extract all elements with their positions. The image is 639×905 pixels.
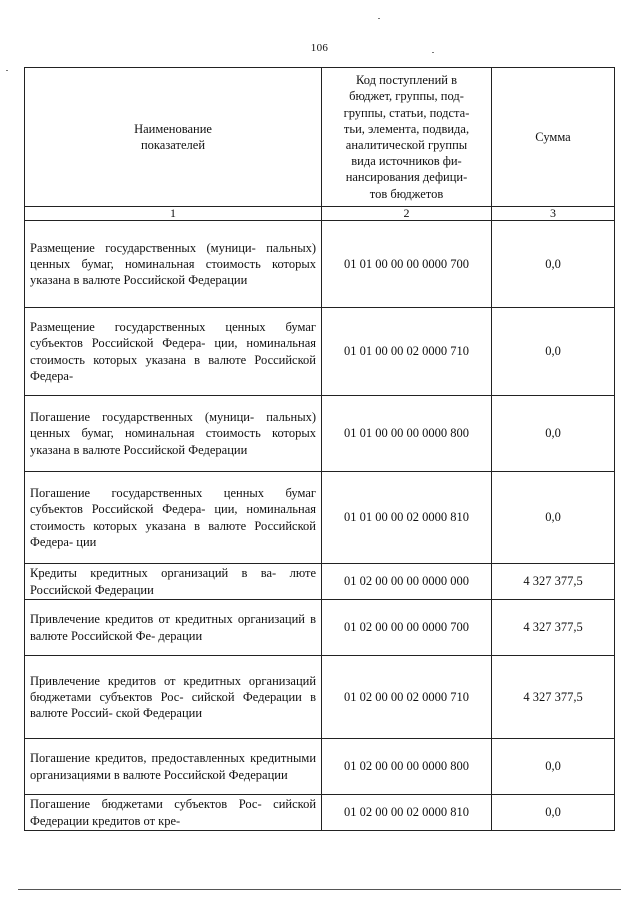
header-name-cell xyxy=(25,68,322,207)
header-code-line: аналитической группы xyxy=(345,138,468,152)
row-name-line: ции, номинальная стоимость которых xyxy=(30,336,316,367)
row-name xyxy=(25,656,322,739)
row-code: 01 02 00 00 00 0000 800 xyxy=(322,739,492,795)
row-code: 01 02 00 00 00 0000 000 xyxy=(322,564,492,600)
row-code: 01 02 00 00 02 0000 810 xyxy=(322,795,492,831)
row-name xyxy=(25,396,322,472)
row-name-line: Размещение государственных (муници- xyxy=(30,240,256,255)
row-name-line: Российской Федерации xyxy=(163,767,288,782)
table-row xyxy=(25,656,615,739)
row-code: 01 01 00 00 00 0000 700 xyxy=(322,221,492,308)
row-name-line: бумаг субъектов Российской Федера- xyxy=(30,320,316,351)
row-name-line: Российской Федерации xyxy=(123,442,248,457)
row-name-line: Привлечение кредитов от кредитных xyxy=(30,612,233,627)
table-row xyxy=(25,600,615,656)
row-name-line: пальных) ценных бумаг, номинальная xyxy=(30,410,317,441)
header-code-line: Код поступлений в xyxy=(355,73,457,88)
row-sum: 0,0 xyxy=(492,221,615,308)
row-name-line: люте Российской Федерации xyxy=(30,566,317,597)
row-name-line: организаций бюджетами субъектов Рос- xyxy=(30,673,317,704)
row-name-line: Погашение государственных (муници- xyxy=(30,410,255,425)
row-sum: 4 327 377,5 xyxy=(492,564,615,600)
row-name xyxy=(25,739,322,795)
table-row xyxy=(25,396,615,472)
row-sum: 0,0 xyxy=(492,472,615,564)
header-code-line: нансирования дефици- xyxy=(345,170,468,185)
row-name-line: Погашение кредитов, предоставленных xyxy=(30,751,246,766)
header-code-line: бюджет, группы, под- xyxy=(349,89,464,104)
row-sum: 0,0 xyxy=(492,308,615,396)
header-name-line: Наименование xyxy=(134,121,212,136)
scan-speck xyxy=(6,70,8,71)
row-name-line: указана в валюте Российской Федера- xyxy=(30,518,316,549)
row-name-line: ции xyxy=(76,534,97,549)
row-sum: 0,0 xyxy=(492,739,615,795)
budget-sources-table xyxy=(24,67,615,831)
column-number-row xyxy=(25,207,615,221)
table-row xyxy=(25,564,615,600)
scan-speck xyxy=(432,52,434,53)
row-name-line: Российской Федерации xyxy=(123,273,248,288)
row-code: 01 01 00 00 00 0000 800 xyxy=(322,396,492,472)
row-name xyxy=(25,564,322,600)
row-code: 01 02 00 00 02 0000 710 xyxy=(322,656,492,739)
row-name-line: кредитными организациями в валюте xyxy=(30,751,317,782)
scan-bottom-edge xyxy=(18,889,621,890)
header-code-line: группы, статьи, подста- xyxy=(343,105,470,120)
row-name-line: дерации xyxy=(158,628,203,643)
row-name-line: пальных) ценных бумаг, номинальная xyxy=(30,240,317,271)
table-row xyxy=(25,472,615,564)
header-sum-cell: Сумма xyxy=(492,68,615,207)
row-name-line: Размещение государственных ценных xyxy=(30,320,266,335)
table-row xyxy=(25,795,615,831)
table-row xyxy=(25,308,615,396)
header-row xyxy=(25,68,615,207)
row-name xyxy=(25,308,322,396)
row-code: 01 01 00 00 02 0000 710 xyxy=(322,308,492,396)
row-name-line: стоимость которых указана в валюте xyxy=(30,256,316,288)
row-name xyxy=(25,472,322,564)
row-code: 01 02 00 00 00 0000 700 xyxy=(322,600,492,656)
row-name-line: Кредиты кредитных организаций в ва- xyxy=(30,566,277,581)
scan-speck xyxy=(378,18,380,19)
table-row xyxy=(25,221,615,308)
header-code-line: тьи, элемента, подвида, xyxy=(343,121,470,136)
row-sum: 4 327 377,5 xyxy=(492,656,615,739)
row-name-line: организаций в валюте Российской Фе- xyxy=(30,612,317,643)
row-name-line: ции, номинальная стоимость которых xyxy=(30,502,316,533)
page-number: 106 xyxy=(310,42,329,54)
row-name-line: Погашение бюджетами субъектов Рос- xyxy=(30,797,262,812)
header-name-line: показателей xyxy=(140,138,206,152)
row-sum: 4 327 377,5 xyxy=(492,600,615,656)
row-name-line: сийской Федерации в валюте Россий- xyxy=(30,689,316,721)
row-name-line: стоимость которых указана в валюте xyxy=(30,426,316,457)
row-name-line: ской Федерации xyxy=(115,706,203,721)
row-name-line: Погашение государственных ценных xyxy=(30,486,265,501)
column-number-3: 3 xyxy=(492,207,615,221)
header-code-line: тов бюджетов xyxy=(369,186,444,201)
row-sum: 0,0 xyxy=(492,396,615,472)
row-name-line: бумаг субъектов Российской Федера- xyxy=(30,486,316,517)
column-number-2: 2 xyxy=(322,207,492,221)
header-code-line: вида источников фи- xyxy=(351,154,462,169)
row-name xyxy=(25,221,322,308)
row-sum: 0,0 xyxy=(492,795,615,831)
row-name xyxy=(25,795,322,831)
table-row xyxy=(25,739,615,795)
row-code: 01 01 00 00 02 0000 810 xyxy=(322,472,492,564)
row-name xyxy=(25,600,322,656)
row-name-line: указана в валюте Российской Федера- xyxy=(30,352,316,383)
column-number-1: 1 xyxy=(25,207,322,221)
row-name-line: Привлечение кредитов от кредитных xyxy=(30,673,241,688)
header-code-cell xyxy=(322,68,492,207)
row-name-line: сийской Федерации кредитов от кре- xyxy=(30,797,317,828)
